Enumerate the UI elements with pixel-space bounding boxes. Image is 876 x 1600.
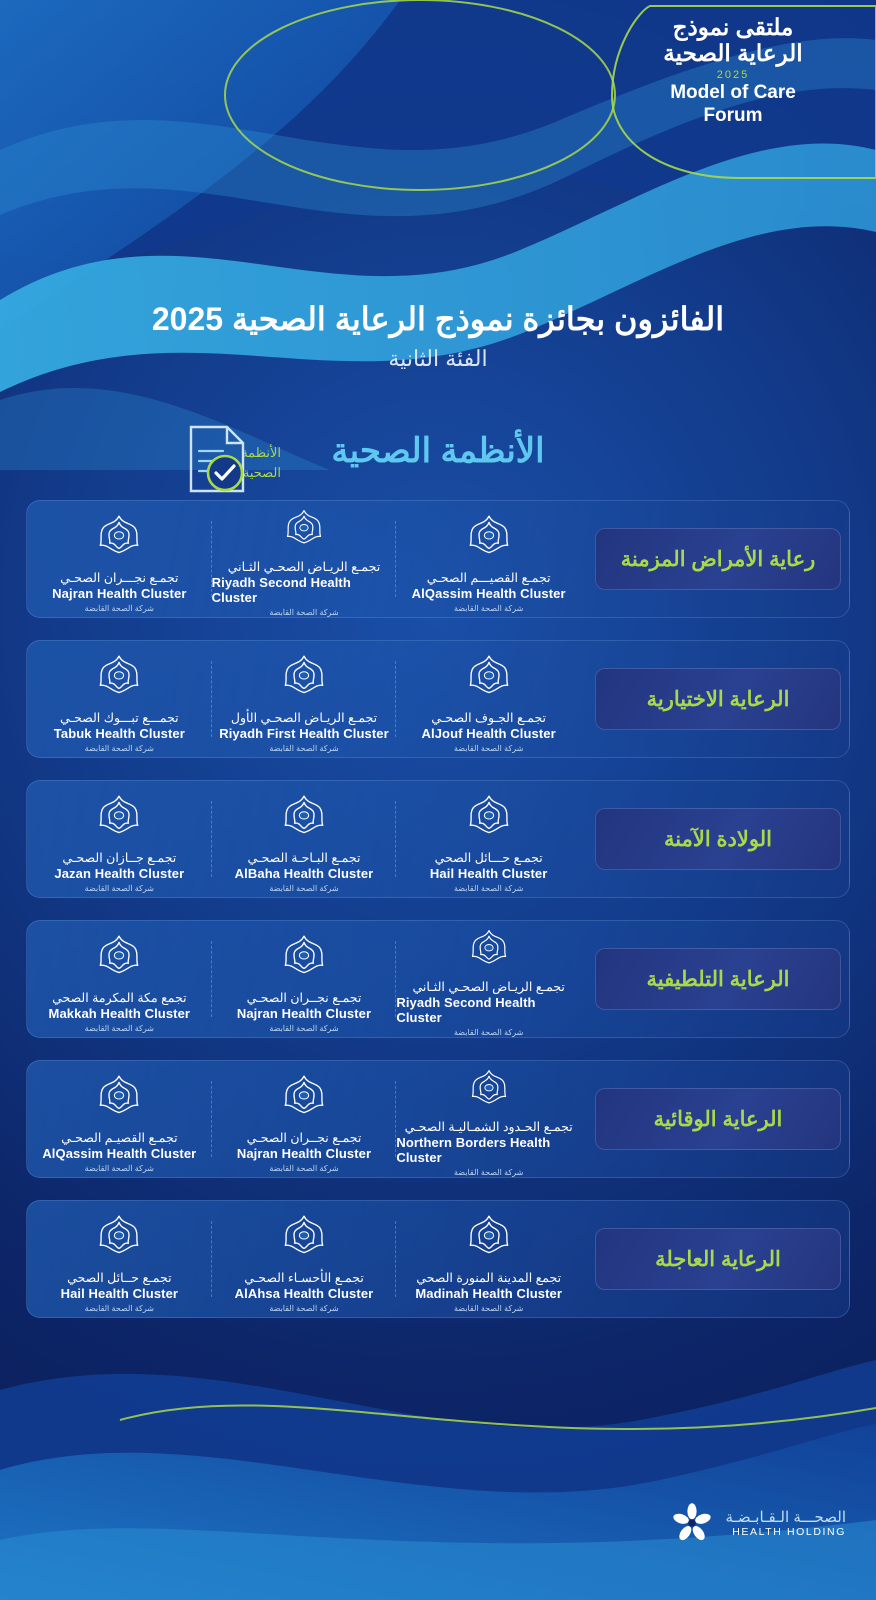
winners-group [27, 1061, 581, 1177]
cluster-subtitle: شركة الصحة القابضة [84, 883, 154, 893]
cluster-star-icon [93, 652, 145, 704]
table-row [26, 1200, 850, 1318]
cluster-name-ar: تجمـع نجــران الصحـي [246, 1130, 362, 1145]
category-pill: الرعاية العاجلة [595, 1228, 841, 1290]
cluster-star-icon [463, 512, 515, 564]
cluster-name-en: Najran Health Cluster [236, 1005, 372, 1021]
cluster-subtitle: شركة الصحة القابضة [84, 603, 154, 613]
cluster-subtitle: شركة الصحة القابضة [269, 1023, 339, 1033]
footer-logo [671, 1502, 846, 1544]
category-pill: رعاية الأمراض المزمنة [595, 528, 841, 590]
list-item [27, 501, 212, 617]
cluster-star-icon [93, 1072, 145, 1124]
cluster-subtitle: شركة الصحة القابضة [84, 1163, 154, 1173]
cluster-subtitle: شركة الصحة القابضة [454, 1168, 524, 1177]
cluster-subtitle: شركة الصحة القابضة [454, 603, 524, 613]
list-item [212, 781, 397, 897]
cluster-star-icon [463, 652, 515, 704]
forum-logo-arabic-line1: ملتقى نموذج [672, 14, 794, 40]
cluster-subtitle: شركة الصحة القابضة [454, 743, 524, 753]
winners-group [27, 1201, 581, 1317]
cluster-subtitle: شركة الصحة القابضة [454, 1028, 524, 1037]
list-item [27, 641, 212, 757]
list-item [396, 501, 581, 617]
table-row [26, 500, 850, 618]
list-item [212, 641, 397, 757]
cluster-star-icon [278, 652, 330, 704]
winners-group [27, 641, 581, 757]
cluster-subtitle: شركة الصحة القابضة [84, 743, 154, 753]
cluster-name-en: Madinah Health Cluster [415, 1285, 562, 1301]
list-item [27, 781, 212, 897]
cluster-star-icon [463, 1212, 515, 1264]
cluster-star-icon [278, 1072, 330, 1124]
page-title-block [0, 300, 876, 372]
table-row [26, 640, 850, 758]
cluster-subtitle: شركة الصحة القابضة [269, 883, 339, 893]
cluster-name-en: AlQassim Health Cluster [42, 1145, 197, 1161]
cluster-star-icon [93, 1212, 145, 1264]
cluster-name-ar: تجمـع الحـدود الشمـاليـة الصحـي [404, 1120, 573, 1134]
cluster-name-ar: تجمـع القصيـم الصحـي [61, 1130, 178, 1145]
page-title: الفائزون بجائزة نموذج الرعاية الصحية 2025 [151, 301, 725, 337]
list-item [212, 1201, 397, 1317]
cluster-name-ar: تجمـع القصيـــم الصحـي [426, 570, 551, 585]
cluster-name-en: AlJouf Health Cluster [421, 725, 556, 741]
cluster-star-icon [463, 1067, 515, 1113]
cluster-name-en: Makkah Health Cluster [48, 1005, 191, 1021]
cluster-name-en: Riyadh Second Health Cluster [211, 575, 351, 605]
document-check-icon [165, 421, 261, 499]
winners-group [27, 501, 581, 617]
list-item [212, 1061, 397, 1177]
cluster-subtitle: شركة الصحة القابضة [269, 608, 339, 617]
cluster-star-icon [93, 512, 145, 564]
cluster-star-icon [93, 932, 145, 984]
cluster-name-ar: تجمع مكة المكرمة الصحي [52, 990, 187, 1005]
page-subtitle: الفئة الثانية [388, 346, 488, 371]
cluster-name-en: Najran Health Cluster [236, 1145, 372, 1161]
cluster-name-en: Northern Borders Health Cluster [396, 1135, 551, 1165]
list-item [27, 1201, 212, 1317]
forum-logo-arabic-line2: الرعاية الصحية [663, 40, 803, 67]
cluster-star-icon [463, 927, 515, 973]
cluster-name-ar: تجمـع جــازان الصحـي [62, 850, 177, 865]
cluster-star-icon [278, 932, 330, 984]
cluster-subtitle: شركة الصحة القابضة [269, 1163, 339, 1173]
footer-brand-en: HEALTH HOLDING [732, 1526, 846, 1538]
cluster-name-en: AlQassim Health Cluster [411, 585, 566, 601]
cluster-name-ar: تجمـع نجــران الصحـي [246, 990, 362, 1005]
cluster-subtitle: شركة الصحة القابضة [454, 1303, 524, 1313]
category-pill: الرعاية التلطيفية [595, 948, 841, 1010]
category-icon-label-line2: الصحية [242, 464, 281, 480]
cluster-name-ar: تجمـع الجـوف الصحـي [431, 710, 547, 725]
list-item [27, 921, 212, 1037]
cluster-name-ar: تجمـع حـــائل الصحي [434, 850, 543, 865]
health-holding-flower-icon [671, 1502, 713, 1544]
cluster-star-icon [278, 792, 330, 844]
cluster-name-en: Riyadh First Health Cluster [219, 725, 389, 741]
cluster-name-ar: تجمـع حــائل الصحي [67, 1270, 172, 1285]
category-title: الأنظمة الصحية [331, 432, 545, 470]
footer-brand-ar: الصحـــة الـقـابـضـة [725, 1509, 846, 1526]
cluster-name-en: Najran Health Cluster [52, 585, 187, 601]
table-row [26, 920, 850, 1038]
cluster-star-icon [278, 1212, 330, 1264]
cluster-name-ar: تجمع المدينة المنورة الصحي [416, 1270, 562, 1285]
forum-logo [618, 14, 848, 127]
list-item [27, 1061, 212, 1177]
list-item [212, 501, 397, 617]
list-item [396, 641, 581, 757]
list-item [396, 1061, 581, 1177]
cluster-star-icon [463, 792, 515, 844]
list-item [396, 921, 581, 1037]
cluster-subtitle: شركة الصحة القابضة [269, 1303, 339, 1313]
forum-logo-english-line2: Forum [703, 104, 763, 126]
cluster-name-ar: تجمـع الريـاض الصحـي الأول [230, 710, 378, 725]
winners-group [27, 781, 581, 897]
cluster-name-en: Jazan Health Cluster [54, 865, 185, 881]
cluster-name-en: Hail Health Cluster [429, 865, 548, 881]
cluster-name-ar: تجمـع البـاحـة الصحـي [247, 850, 361, 865]
list-item [396, 781, 581, 897]
cluster-subtitle: شركة الصحة القابضة [84, 1303, 154, 1313]
cluster-subtitle: شركة الصحة القابضة [84, 1023, 154, 1033]
list-item [212, 921, 397, 1037]
category-icon-group [91, 421, 281, 501]
cluster-name-en: Tabuk Health Cluster [53, 725, 185, 741]
category-pill: الرعاية الوقائية [595, 1088, 841, 1150]
cluster-name-ar: تجمـع الأحسـاء الصحـي [244, 1270, 364, 1285]
cluster-name-ar: تجمـع الريـاض الصحـي الثـاني [227, 560, 381, 574]
cluster-name-en: AlBaha Health Cluster [234, 865, 374, 881]
cluster-name-en: Riyadh Second Health Cluster [396, 995, 536, 1025]
category-icon-label-line1: الأنظمة [241, 445, 281, 460]
winners-group [27, 921, 581, 1037]
category-row [0, 415, 876, 505]
category-pill: الرعاية الاختيارية [595, 668, 841, 730]
forum-logo-english-line1: Model of Care [670, 81, 796, 103]
cluster-star-icon [278, 507, 330, 553]
cluster-name-ar: تجمـع الريـاض الصحـي الثـاني [412, 980, 565, 994]
list-item [396, 1201, 581, 1317]
category-pill: الولادة الآمنة [595, 808, 841, 870]
winner-rows [26, 500, 850, 1340]
cluster-star-icon [93, 792, 145, 844]
table-row [26, 1060, 850, 1178]
cluster-name-ar: تجمـع نجـــران الصحـي [60, 570, 179, 585]
cluster-name-en: AlAhsa Health Cluster [234, 1285, 374, 1301]
cluster-name-en: Hail Health Cluster [60, 1285, 179, 1301]
cluster-subtitle: شركة الصحة القابضة [269, 743, 339, 753]
cluster-subtitle: شركة الصحة القابضة [454, 883, 524, 893]
table-row [26, 780, 850, 898]
forum-logo-year: 2025 [716, 68, 750, 81]
cluster-name-ar: تجمـــع تبـــوك الصحـي [60, 710, 179, 725]
